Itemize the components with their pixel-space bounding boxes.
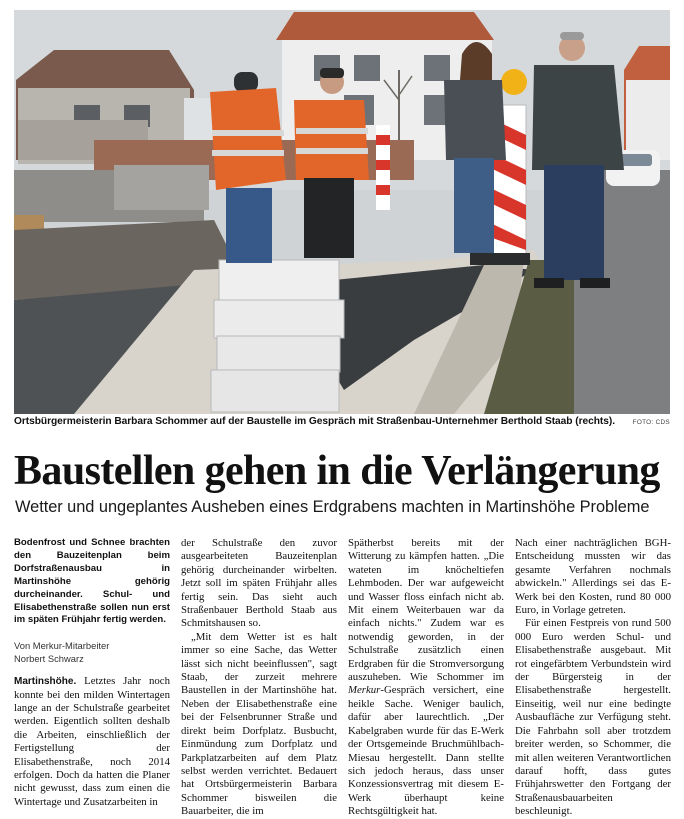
article-subheadline: Wetter und ungeplantes Ausheben eines Erdgrabens machten in Martinshöhe Probleme [15,498,650,516]
article-text: -Gespräch versichert, eine heikle Sache. Weniger baulich, dafür aber laurechtlich. „Der Kabelgraben wurde für das E-Werk der Ortsgemeinde Bruchmühlbach-Miesau hergestellt. Dann stellte sich jedoch heraus, dass unser Konzessionsvertrag mit diesem E-Werk überhaupt keine Rechtsgültigkeit hat. [348,684,504,818]
article-paragraph: „Mit dem Wetter ist es halt immer so eine Sache, das Wetter lässt sich nicht beeinflussen", sagt Staab, der zurzeit mehrere Baustellen in der Martinshöhe hat. Neben der Elisabethenstraße eine bei der Felsenbrunner Straße und direkt beim Dorfplatz. Busbucht, Einmündung zum Dorfplatz und Parkplatzarbeiten auf dem Platz selbst werden verrichtet. Bedauert hat Ortsbürgermeisterin Barbara Schommer bisweilen die Bauarbeiter, die im [181,630,337,818]
article-column-4 [515,537,671,819]
article-photo [14,10,670,414]
author-line-2: Norbert Schwarz [14,652,84,664]
article-dateline: Martinshöhe. [14,676,77,688]
article-paragraph [14,675,170,809]
construction-site-photo [14,10,670,414]
article-column-2 [181,537,337,819]
article-author [14,640,170,665]
article-column-1 [14,537,170,809]
article-lead: Bodenfrost und Schnee brachten den Bauzeitenplan beim Dorfstraßenausbau in Martinshöhe gehörig durcheinander. Schul- und Elisabethenstraße sollen nun erst im späten Frühjahr fertig werden. [14,537,170,626]
article-paragraph: Nach einer nachträglichen BGH-Entscheidung mussten wir das gesamte Verfahren nochmals abwickeln." Allerdings sei das E-Werk bei den Kosten, rund 80 000 Euro, in Vorlage getreten. [515,537,671,617]
photo-credit: FOTO: CDS [632,419,670,426]
article-text: Spätherbst bereits mit der Witterung zu kämpfen hatten. „Die wateten im knöcheltiefen Lehmboden. Der war aufgeweicht und Wasser floss einfach nicht ab. Mit einem Weiterbauen war da einfach nichts." Zudem war es notwendig geworden, in der Schulstraße zusätzlich einen Erdgraben für die Stromversorgung auszuheben. Wie Schommer im [348,537,504,684]
newspaper-name: Merkur [348,684,381,697]
article-paragraph [348,537,504,819]
article-headline: Baustellen gehen in die Verlängerung [14,448,660,494]
article-column-3 [348,537,504,819]
author-line-1: Von Merkur-Mitarbeiter [14,640,110,652]
photo-caption: Ortsbürgermeisterin Barbara Schommer auf der Baustelle im Gespräch mit Straßenbau-Unternehmer Berthold Staab (rechts). [14,416,615,427]
article-paragraph: Für einen Festpreis von rund 500 000 Euro werden Schul- und Elisabethenstraße ausgebaut. Mit rot eingefärbtem Verbundstein wird der Bürgersteig in der Elisabethenstraße hergestellt. Einseitig, weil nur eine bedingte Ausbaufläche zur Verfügung steht. Die Fahrbahn soll aber trotzdem breiter werden, so Schommer, die mit allen weiteren Verantwortlichen darauf hofft, dass gutes Frühjahrswetter den Fortgang der Straßenausbauarbeiten beschleunigt. [515,617,671,818]
article-paragraph: der Schulstraße den zuvor ausgearbeiteten Bauzeitenplan gehörig durcheinander wirbelten. Jetzt soll im späten Frühjahr alles fertig sein. Das sieht auch Straßenbauer Berthold Staab aus Schmitshausen so. [181,537,337,630]
article-text: Letztes Jahr noch konnte bei den milden Wintertagen lange an der Schulstraße gearbeitet werden. Eigentlich sollten deshalb die Arbeiten, einschließlich der Fertigstellung der Elisabethenstraße, noch 2014 erfolgen. Doch da hatten die Planer nicht gewusst, dass zum einen die Wintertage und Zusatzarbeiten in [14,675,170,808]
